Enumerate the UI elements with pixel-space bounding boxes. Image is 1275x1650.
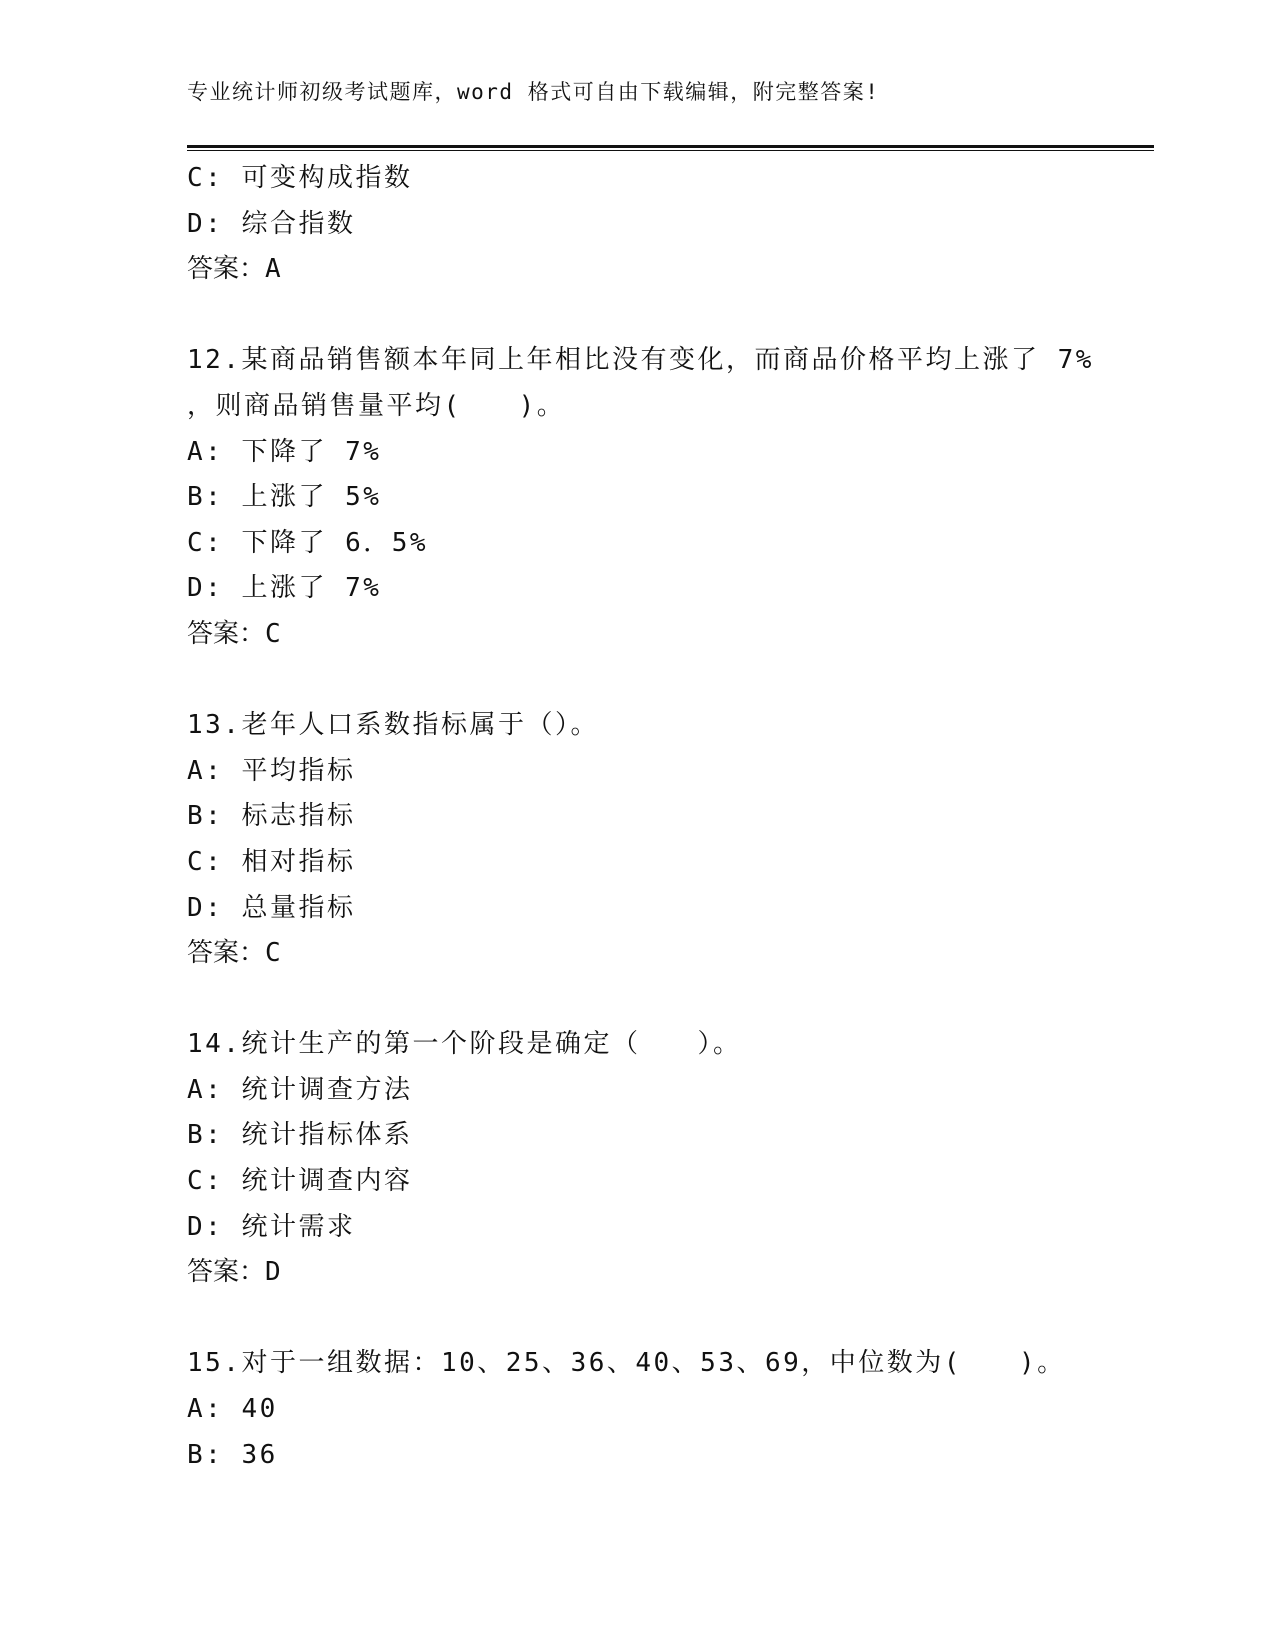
question-list <box>187 156 1167 1478</box>
option-line: B: 上涨了 5% <box>187 482 382 513</box>
option-line: C: 可变构成指数 <box>187 163 413 193</box>
question-text: 13.老年人口系数指标属于（）。 <box>187 710 599 741</box>
option-line: D: 上涨了 7% <box>187 573 382 604</box>
question-text: ，则商品销售量平均( )。 <box>187 390 566 421</box>
header-rule-thick <box>187 145 1154 148</box>
option-line: A: 下降了 7% <box>187 436 382 467</box>
option-line: B: 统计指标体系 <box>187 1120 413 1151</box>
option-line: A: 平均指标 <box>187 755 356 786</box>
option-line: C: 相对指标 <box>187 846 356 877</box>
answer-line: 答案：D <box>187 1257 281 1288</box>
answer-line: 答案：C <box>187 618 281 649</box>
header-rule-thin <box>187 150 1154 151</box>
option-line: D: 综合指数 <box>187 208 356 239</box>
option-line: C: 下降了 6．5% <box>187 527 429 558</box>
option-line: A: 40 <box>187 1394 278 1425</box>
option-line: D: 统计需求 <box>187 1211 356 1242</box>
answer-line: 答案：C <box>187 938 281 969</box>
option-line: C: 统计调查内容 <box>187 1166 413 1197</box>
answer-line: 答案：A <box>187 254 281 285</box>
question-text: 12.某商品销售额本年同上年相比没有变化，而商品价格平均上涨了 7% <box>187 345 1094 376</box>
question-text: 14.统计生产的第一个阶段是确定（ ）。 <box>187 1029 742 1060</box>
document-header: 专业统计师初级考试题库，word 格式可自由下载编辑，附完整答案! <box>187 80 880 104</box>
question-text: 15.对于一组数据：10、25、36、40、53、69，中位数为( )。 <box>187 1348 1066 1379</box>
option-line: D: 总量指标 <box>187 892 356 923</box>
option-line: A: 统计调查方法 <box>187 1074 413 1105</box>
option-line: B: 标志指标 <box>187 801 356 832</box>
option-line: B: 36 <box>187 1439 278 1470</box>
